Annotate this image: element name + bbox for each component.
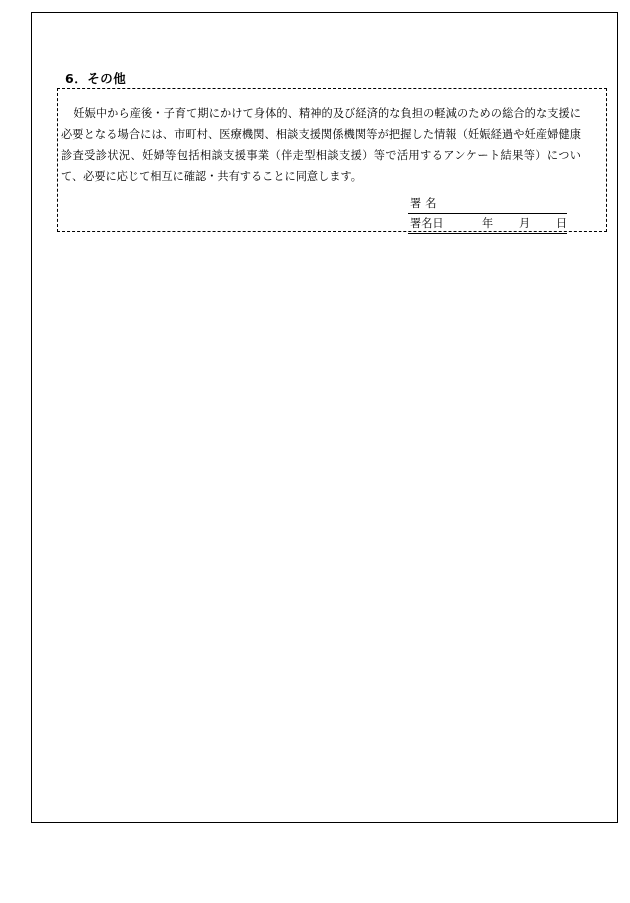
section-heading: 6．その他 <box>65 71 127 86</box>
signature-date-field[interactable] <box>408 215 567 234</box>
consent-box <box>57 88 607 232</box>
consent-paragraph: 妊娠中から産後・子育て期にかけて身体的、精神的及び経済的な負担の軽減のための総合的な支援に必要となる場合には、市町村、医療機関、相談支援関係機関等が把握した情報（妊娠経過や妊産婦健康診査受診状況、妊婦等包括相談支援事業（伴走型相談支援）等で活用するアンケート結果等）について、必要に応じて相互に確認・共有することに同意します。 <box>61 107 581 183</box>
year-unit-label: 年 <box>482 217 494 230</box>
page-frame <box>31 12 618 823</box>
day-unit-label: 日 <box>556 217 568 230</box>
month-unit-label: 月 <box>519 217 531 230</box>
signature-name-label: 署名 <box>410 197 441 210</box>
signature-name-field[interactable] <box>408 195 567 214</box>
signature-date-label: 署名日 <box>410 217 444 230</box>
